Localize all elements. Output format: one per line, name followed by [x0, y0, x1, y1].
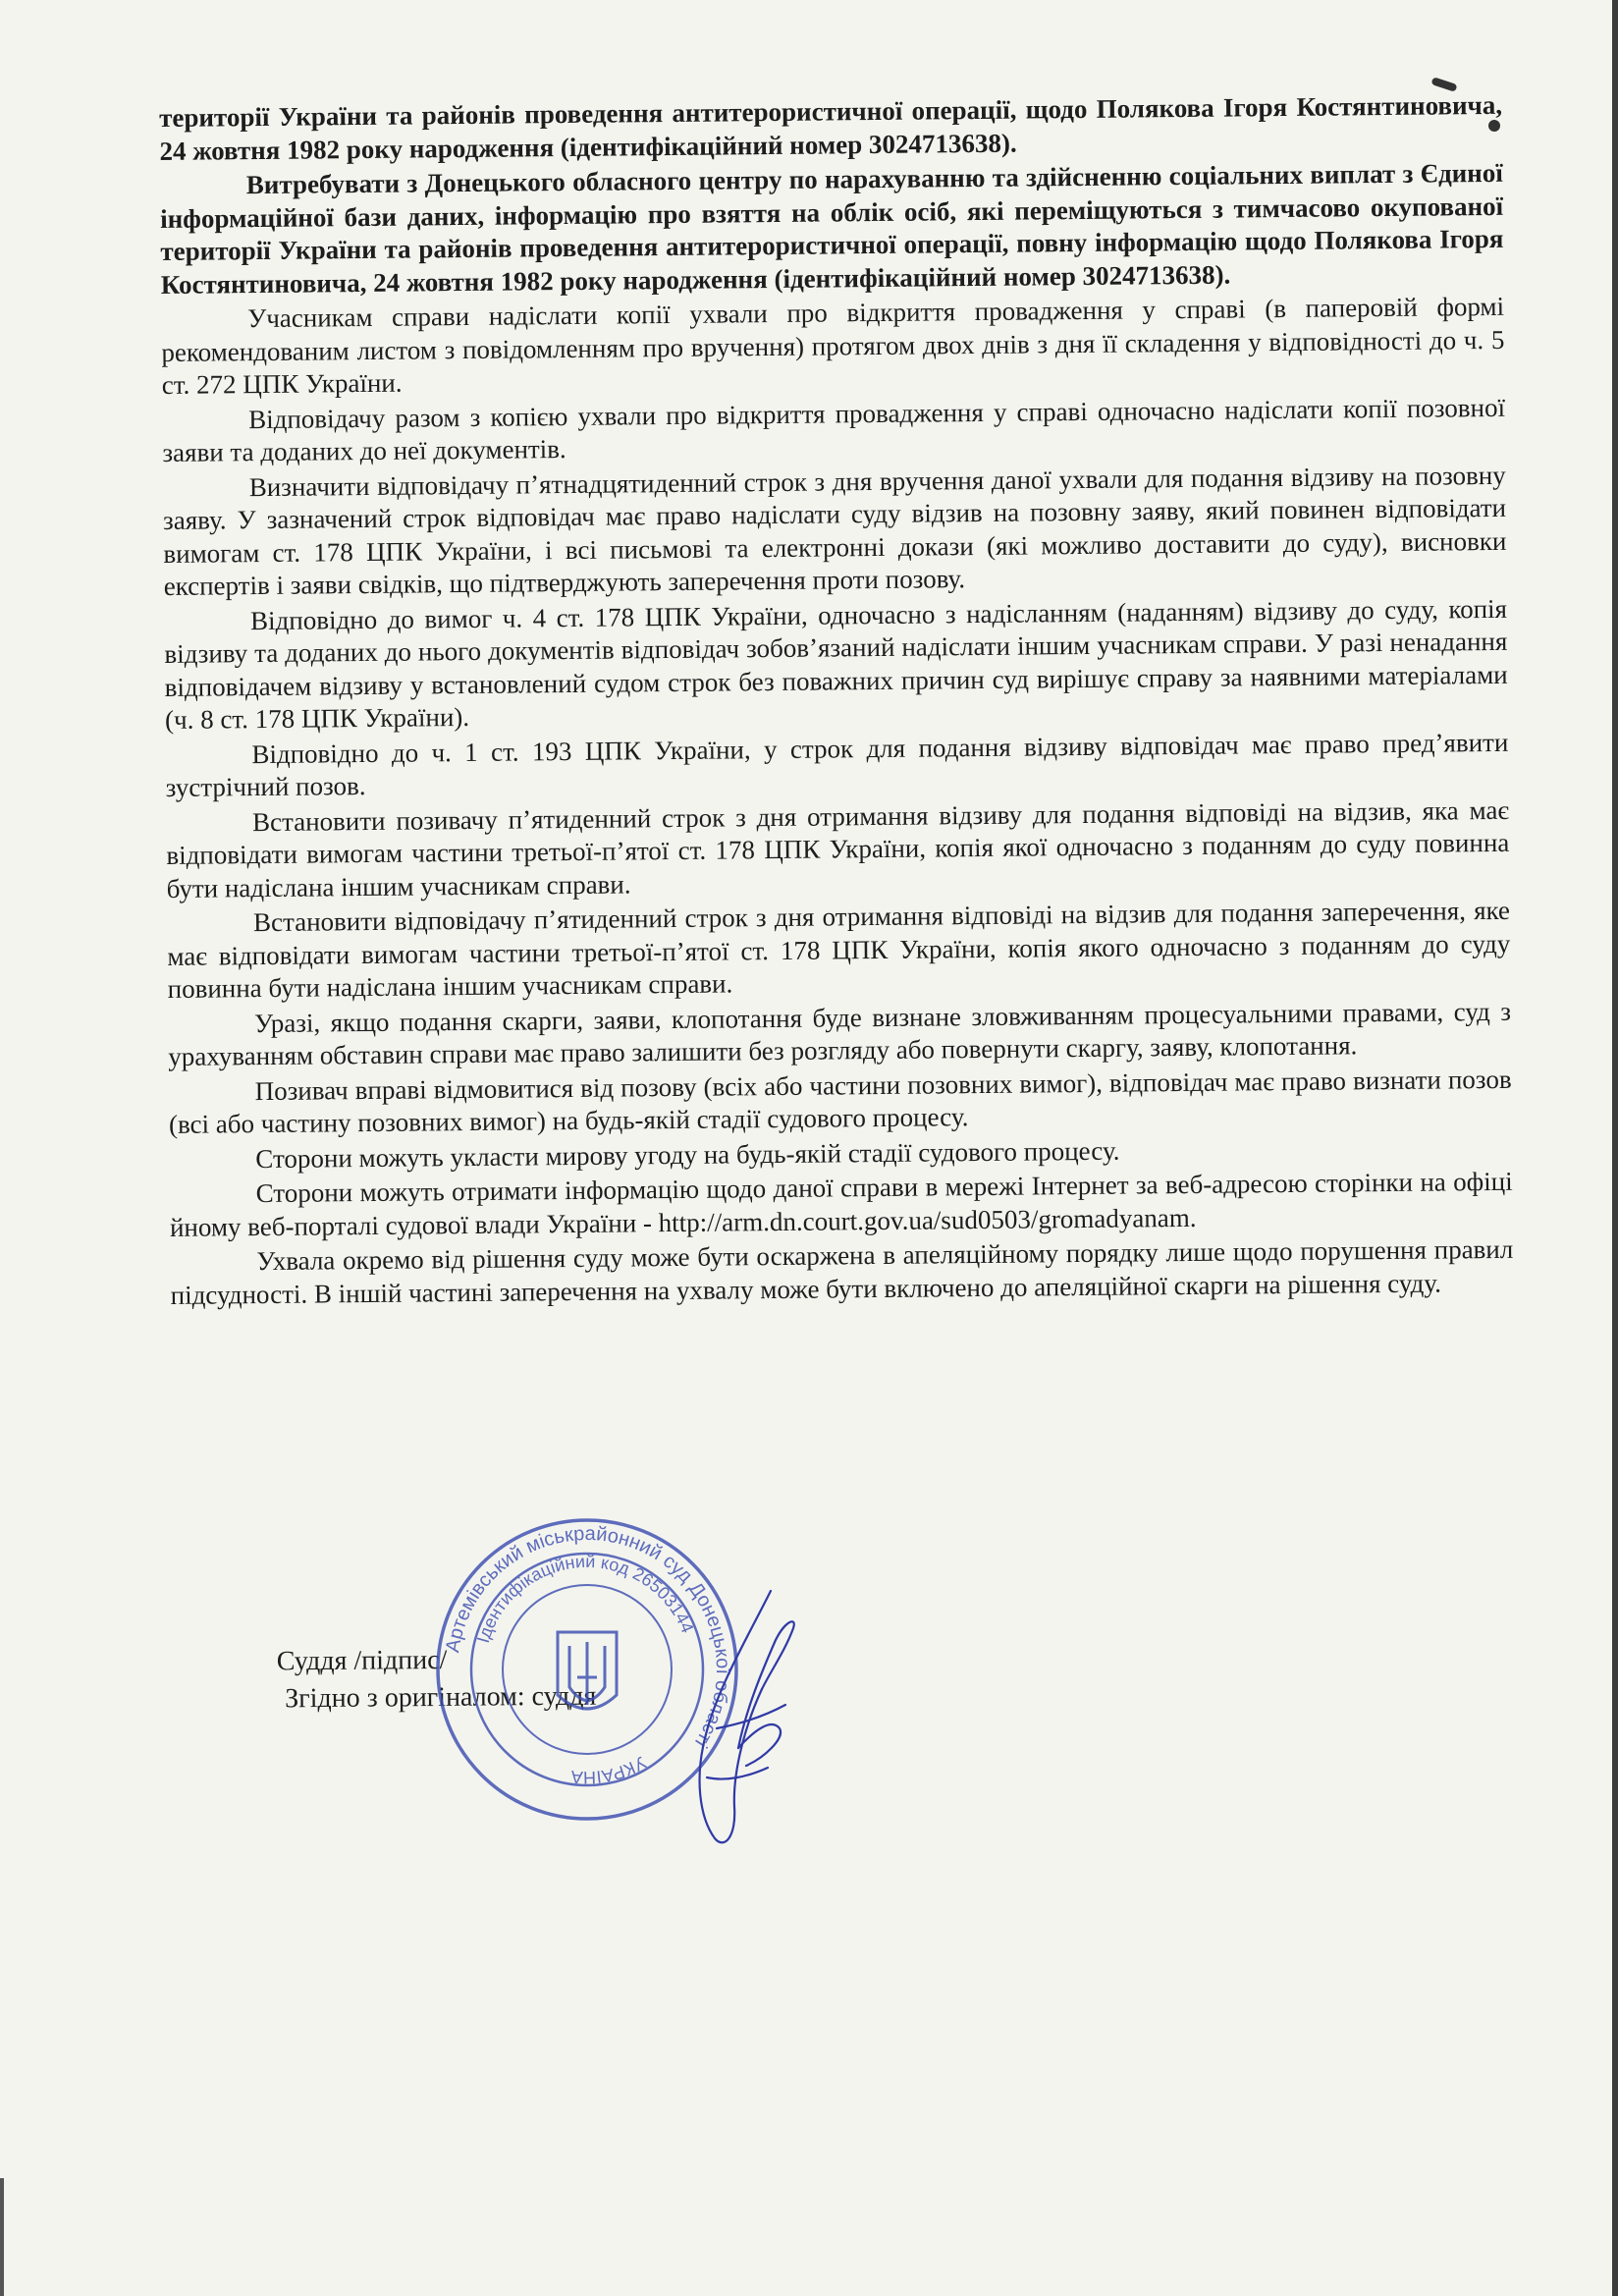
paragraph: Встановити позивачу п’ятиденний строк з дня отримання відзиву для подання відповіді на відзив, яка має відповідати вимогам частини третьої-п’ятої ст. 178 ЦПК України, копія якої одночасно з поданням до суду повинна бути надіслана іншим учасникам справи. [166, 794, 1510, 903]
stamp-outer-text: Артемівський міськрайонний суд Донецької області [442, 1522, 734, 1752]
document-body [159, 89, 1514, 1312]
paragraph: Позивач вправі відмовитися від позову (всіх або частини позовних вимог), відповідач має право визнати позов (всі або частину позовних вимог) на будь-якій стадії судового процесу. [168, 1064, 1512, 1139]
certified-copy-label: Згідно з оригіналом: суддя [285, 1680, 597, 1715]
paragraph: Сторони можуть укласти мирову угоду на будь-якій стадії судового процесу. [255, 1135, 1120, 1174]
paragraph: території України та районів проведення антитерористичної операції, щодо Полякова Ігоря Костянтиновича, 24 жовтня 1982 року народження (ідентифікаційний номер 3024713638). [159, 89, 1503, 166]
judge-signature-label: Суддя /підпис/ [276, 1644, 448, 1677]
paragraph: Учасникам справи надіслати копії ухвали про відкриття провадження у справі (в паперовій формі рекомендованим листом з повідомленням про вручення) протягом двох днів з дня її складення у відповідності до ч. 5 ст. 272 ЦПК України. [161, 291, 1505, 400]
handwritten-signature [677, 1581, 805, 1856]
paragraph: Сторони можуть отримати інформацію щодо даної справи в мережі Інтернет за веб-адресою сторінки на офіційному веб-порталі судової влади України - http://arm.dn.court.gov.ua/sud0503/gromadyanam. [169, 1166, 1513, 1242]
stamp-country-text: УКРАЇНА [569, 1752, 650, 1788]
paragraph: Визначити відповідачу п’ятнадцятиденний строк з дня вручення даної ухвали для подання відзиву на позовну заяву. У зазначений строк відповідач має право надіслати суду відзив на позовну заяву, який повинен відповідати вимогам ст. 178 ЦПК України, і всі письмові та електронні докази (які можливо доставити до суду), висновки експертів і заяви свідків, що підтверджують заперечення проти позову. [162, 460, 1507, 601]
paragraph: Встановити відповідачу п’ятиденний строк з дня отримання відповіді на відзив для подання заперечення, яке має відповідати вимогам частини третьої-п’ятої ст. 178 ЦПК України, копія якого одночасно з поданням до суду повинна бути надіслана іншим учасникам справи. [167, 895, 1511, 1004]
paragraph: Витребувати з Донецького обласного центру по нарахуванню та здійсненню соціальних виплат з Єдиної інформаційної бази даних, інформацію про взяття на облік осіб, які переміщуються з тимчасово окупованої території України та районів проведення антитерористичної операції, повну інформацію щодо Полякова Ігоря Костянтиновича, 24 жовтня 1982 року народження (ідентифікаційний номер 3024713638). [159, 157, 1504, 300]
paragraph: Відповідачу разом з копією ухвали про відкриття провадження у справі одночасно надіслати копії позовної заяви та доданих до неї документів. [162, 392, 1506, 467]
paragraph: Відповідно до ч. 1 ст. 193 ЦПК України, у строк для подання відзиву відповідач має право пред’явити зустрічний позов. [165, 727, 1509, 802]
paragraph: Ухвала окремо від рішення суду може бути оскаржена в апеляційному порядку лише щодо порушення правил підсудності. В іншій частині заперечення на ухвалу може бути включено до апеляційної скарги на рішення суду. [170, 1233, 1514, 1310]
paragraph: Відповідно до вимог ч. 4 ст. 178 ЦПК України, одночасно з надісланням (наданням) відзиву до суду, копія відзиву та доданих до нього документів відповідач зобов’язаний надіслати іншим учасникам справи. У разі ненадання відповідачем відзиву у встановлений судом строк без поважних причин суд вирішує справу за наявними матеріалами (ч. 8 ст. 178 ЦПК України). [164, 593, 1508, 735]
scan-edge-shadow [1612, 0, 1618, 2296]
scan-edge-mark [0, 2178, 4, 2296]
stamp-inner-text: Ідентифікаційний код 26503144 [472, 1551, 698, 1646]
paragraph: Уразі, якщо подання скарги, заяви, клопотання буде визнане зловживанням процесуальними правами, суд з урахуванням обставин справи має право залишити без розгляду або повернути скаргу, заяву, клопотання. [168, 996, 1512, 1071]
trident-emblem-icon [558, 1632, 617, 1709]
